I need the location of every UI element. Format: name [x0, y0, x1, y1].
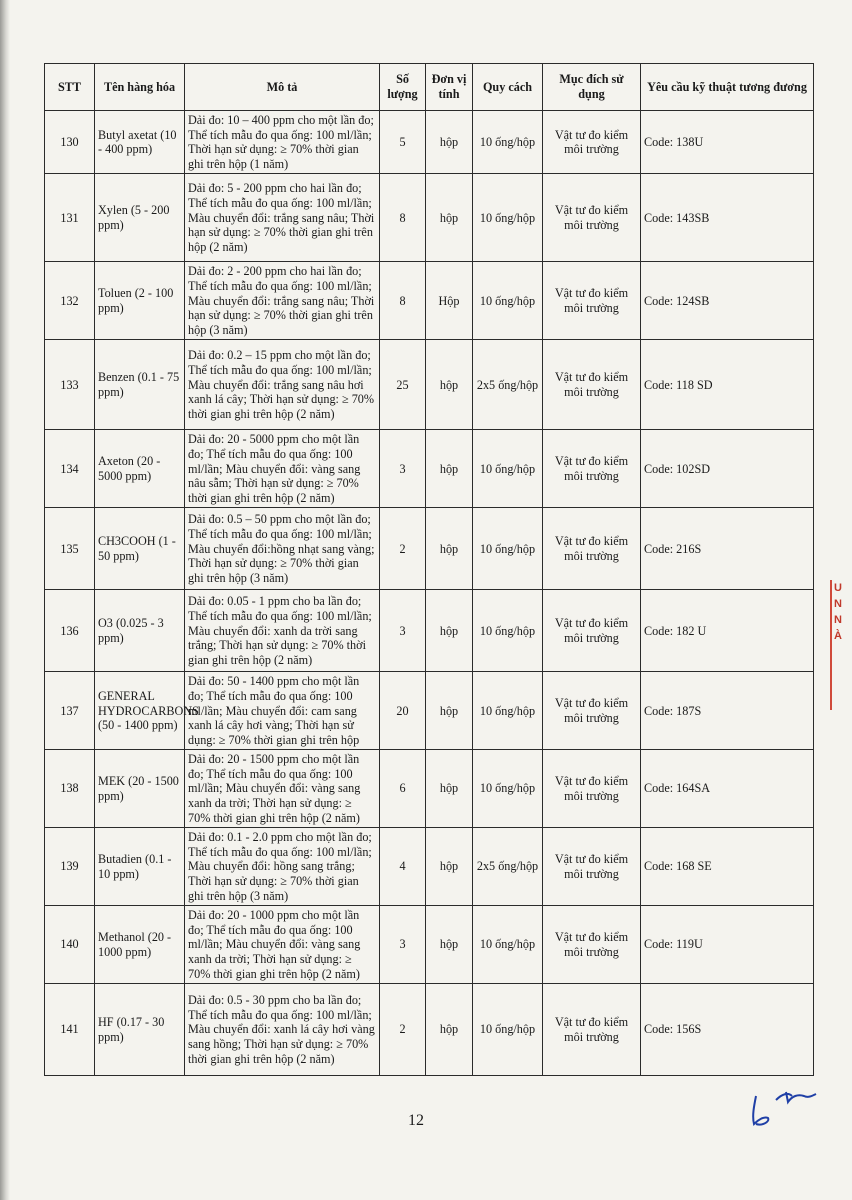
scan-edge-shadow: [0, 0, 10, 1200]
page-number: 12: [408, 1112, 424, 1129]
product-code: Code: 119U: [641, 906, 814, 984]
product-purpose: Vật tư đo kiểm môi trường: [543, 590, 641, 672]
product-code: Code: 102SD: [641, 430, 814, 508]
product-name: CH3COOH (1 - 50 ppm): [95, 508, 185, 590]
product-name: GENERAL HYDROCARBONS (50 - 1400 ppm): [95, 672, 185, 750]
product-unit: hộp: [426, 508, 473, 590]
row-stt: 136: [45, 590, 95, 672]
product-description: Dải đo: 50 - 1400 ppm cho một lần đo; Thể tích mẫu đo qua ống: 100 ml/lần; Màu chuyển đổi: cam sang xanh lá cây hơi vàng; Thời hạn sử dụng: ≥ 70% thời gian ghi trên hộp: [185, 672, 380, 750]
product-quantity: 2: [380, 508, 426, 590]
table-row: [45, 262, 814, 340]
product-unit: hộp: [426, 984, 473, 1076]
product-packaging: 2x5 ống/hộp: [473, 340, 543, 430]
margin-stamp-fragment: U N N À: [830, 580, 852, 710]
product-description: Dải đo: 0.05 - 1 ppm cho ba lần đo; Thể tích mẫu đo qua ống: 100 ml/lần; Màu chuyển đổi: xanh da trời sang trắng; Thời hạn sử dụng: ≥ 70% thời gian ghi trên hộp (2 năm): [185, 590, 380, 672]
table-row: [45, 672, 814, 750]
product-packaging: 10 ống/hộp: [473, 672, 543, 750]
product-quantity: 6: [380, 750, 426, 828]
product-name: HF (0.17 - 30 ppm): [95, 984, 185, 1076]
table-header-row: [45, 64, 814, 111]
product-quantity: 4: [380, 828, 426, 906]
product-name: O3 (0.025 - 3 ppm): [95, 590, 185, 672]
product-purpose: Vật tư đo kiểm môi trường: [543, 906, 641, 984]
product-code: Code: 156S: [641, 984, 814, 1076]
product-code: Code: 118 SD: [641, 340, 814, 430]
product-description: Dải đo: 0.2 – 15 ppm cho một lần đo; Thể tích mẫu đo qua ống: 100 ml/lần; Màu chuyển đổi: trắng sang nâu hơi xanh lá cây; Thời hạn sử dụng: ≥ 70% thời gian ghi trên hộp (2 năm): [185, 340, 380, 430]
product-packaging: 10 ống/hộp: [473, 508, 543, 590]
header-unit: Đơn vị tính: [426, 64, 473, 111]
product-quantity: 3: [380, 430, 426, 508]
product-quantity: 8: [380, 262, 426, 340]
row-stt: 141: [45, 984, 95, 1076]
row-stt: 140: [45, 906, 95, 984]
product-packaging: 10 ống/hộp: [473, 590, 543, 672]
product-code: Code: 187S: [641, 672, 814, 750]
product-packaging: 10 ống/hộp: [473, 750, 543, 828]
product-code: Code: 168 SE: [641, 828, 814, 906]
product-unit: hộp: [426, 828, 473, 906]
product-packaging: 10 ống/hộp: [473, 111, 543, 174]
product-packaging: 10 ống/hộp: [473, 430, 543, 508]
row-stt: 130: [45, 111, 95, 174]
header-stt: STT: [45, 64, 95, 111]
table-row: [45, 906, 814, 984]
product-purpose: Vật tư đo kiểm môi trường: [543, 750, 641, 828]
product-purpose: Vật tư đo kiểm môi trường: [543, 262, 641, 340]
product-description: Dải đo: 20 - 5000 ppm cho một lần đo; Thể tích mẫu đo qua ống: 100 ml/lần; Màu chuyển đổi: vàng sang nâu sẫm; Thời hạn sử dụng: ≥ 70% thời gian ghi trên hộp (2 năm): [185, 430, 380, 508]
row-stt: 135: [45, 508, 95, 590]
table-row: [45, 750, 814, 828]
product-purpose: Vật tư đo kiểm môi trường: [543, 340, 641, 430]
product-purpose: Vật tư đo kiểm môi trường: [543, 672, 641, 750]
product-purpose: Vật tư đo kiểm môi trường: [543, 828, 641, 906]
product-packaging: 10 ống/hộp: [473, 984, 543, 1076]
product-quantity: 25: [380, 340, 426, 430]
table-row: [45, 590, 814, 672]
row-stt: 137: [45, 672, 95, 750]
product-purpose: Vật tư đo kiểm môi trường: [543, 111, 641, 174]
product-packaging: 10 ống/hộp: [473, 906, 543, 984]
product-purpose: Vật tư đo kiểm môi trường: [543, 174, 641, 262]
table-row: [45, 508, 814, 590]
product-quantity: 2: [380, 984, 426, 1076]
product-code: Code: 138U: [641, 111, 814, 174]
product-name: Butadien (0.1 - 10 ppm): [95, 828, 185, 906]
product-name: Butyl axetat (10 - 400 ppm): [95, 111, 185, 174]
product-table: [44, 63, 814, 1076]
product-name: Xylen (5 - 200 ppm): [95, 174, 185, 262]
product-packaging: 2x5 ống/hộp: [473, 828, 543, 906]
product-quantity: 20: [380, 672, 426, 750]
row-stt: 139: [45, 828, 95, 906]
product-unit: hộp: [426, 906, 473, 984]
product-unit: hộp: [426, 430, 473, 508]
product-unit: hộp: [426, 174, 473, 262]
product-quantity: 8: [380, 174, 426, 262]
product-description: Dải đo: 0.1 - 2.0 ppm cho một lần đo; Thể tích mẫu đo qua ống: 100 ml/lần; Màu chuyển đổi: hồng sang trắng; Thời hạn sử dụng: ≥ 70% thời gian ghi trên hộp (3 năm): [185, 828, 380, 906]
header-qty: Số lượng: [380, 64, 426, 111]
product-code: Code: 182 U: [641, 590, 814, 672]
product-unit: Hộp: [426, 262, 473, 340]
product-description: Dải đo: 20 - 1500 ppm cho một lần đo; Thể tích mẫu đo qua ống: 100 ml/lần; Màu chuyển đổi: vàng sang xanh da trời; Thời hạn sử dụng: ≥ 70% thời gian ghi trên hộp (2 năm): [185, 750, 380, 828]
product-description: Dải đo: 5 - 200 ppm cho hai lần đo; Thể tích mẫu đo qua ống: 100 ml/lần; Màu chuyển đổi: trắng sang nâu; Thời hạn sử dụng: ≥ 70% thời gian ghi trên hộp (2 năm): [185, 174, 380, 262]
header-req: Yêu cầu kỹ thuật tương đương: [641, 64, 814, 111]
table-row: [45, 340, 814, 430]
product-name: MEK (20 - 1500 ppm): [95, 750, 185, 828]
product-purpose: Vật tư đo kiểm môi trường: [543, 430, 641, 508]
product-code: Code: 143SB: [641, 174, 814, 262]
product-description: Dải đo: 0.5 – 50 ppm cho một lần đo; Thể tích mẫu đo qua ống: 100 ml/lần; Màu chuyển đổi:hồng nhạt sang vàng; Thời hạn sử dụng: ≥ 70% thời gian ghi trên hộp (3 năm): [185, 508, 380, 590]
product-name: Toluen (2 - 100 ppm): [95, 262, 185, 340]
product-unit: hộp: [426, 111, 473, 174]
row-stt: 133: [45, 340, 95, 430]
product-packaging: 10 ống/hộp: [473, 174, 543, 262]
product-purpose: Vật tư đo kiểm môi trường: [543, 508, 641, 590]
row-stt: 132: [45, 262, 95, 340]
product-description: Dải đo: 20 - 1000 ppm cho một lần đo; Thể tích mẫu đo qua ống: 100 ml/lần; Màu chuyển đổi: vàng sang xanh da trời; Thời hạn sử dụng: ≥ 70% thời gian ghi trên hộp (2 năm): [185, 906, 380, 984]
product-description: Dải đo: 0.5 - 30 ppm cho ba lần đo; Thể tích mẫu đo qua ống: 100 ml/lần; Màu chuyển đổi: xanh lá cây hơi vàng sang hồng; Thời hạn sử dụng: ≥ 70% thời gian ghi trên hộp (2 năm): [185, 984, 380, 1076]
header-pack: Quy cách: [473, 64, 543, 111]
header-name: Tên hàng hóa: [95, 64, 185, 111]
product-description: Dải đo: 10 – 400 ppm cho một lần đo; Thể tích mẫu đo qua ống: 100 ml/lần; Thời hạn sử dụng: ≥ 70% thời gian ghi trên hộp (1 năm): [185, 111, 380, 174]
row-stt: 138: [45, 750, 95, 828]
table-row: [45, 430, 814, 508]
product-purpose: Vật tư đo kiểm môi trường: [543, 984, 641, 1076]
table-row: [45, 828, 814, 906]
product-name: Benzen (0.1 - 75 ppm): [95, 340, 185, 430]
product-unit: hộp: [426, 672, 473, 750]
product-code: Code: 216S: [641, 508, 814, 590]
product-packaging: 10 ống/hộp: [473, 262, 543, 340]
header-purpose: Mục đích sử dụng: [543, 64, 641, 111]
product-name: Methanol (20 - 1000 ppm): [95, 906, 185, 984]
product-unit: hộp: [426, 750, 473, 828]
product-description: Dải đo: 2 - 200 ppm cho hai lần đo; Thể tích mẫu đo qua ống: 100 ml/lần; Màu chuyển đổi: trắng sang nâu; Thời hạn sử dụng: ≥ 70% thời gian ghi trên hộp (3 năm): [185, 262, 380, 340]
row-stt: 134: [45, 430, 95, 508]
product-unit: hộp: [426, 340, 473, 430]
table-row: [45, 174, 814, 262]
product-quantity: 3: [380, 906, 426, 984]
product-code: Code: 124SB: [641, 262, 814, 340]
product-quantity: 3: [380, 590, 426, 672]
product-code: Code: 164SA: [641, 750, 814, 828]
header-desc: Mô tả: [185, 64, 380, 111]
row-stt: 131: [45, 174, 95, 262]
table-row: [45, 111, 814, 174]
product-name: Axeton (20 - 5000 ppm): [95, 430, 185, 508]
product-unit: hộp: [426, 590, 473, 672]
table-row: [45, 984, 814, 1076]
handwritten-signature: [742, 1086, 822, 1137]
product-quantity: 5: [380, 111, 426, 174]
